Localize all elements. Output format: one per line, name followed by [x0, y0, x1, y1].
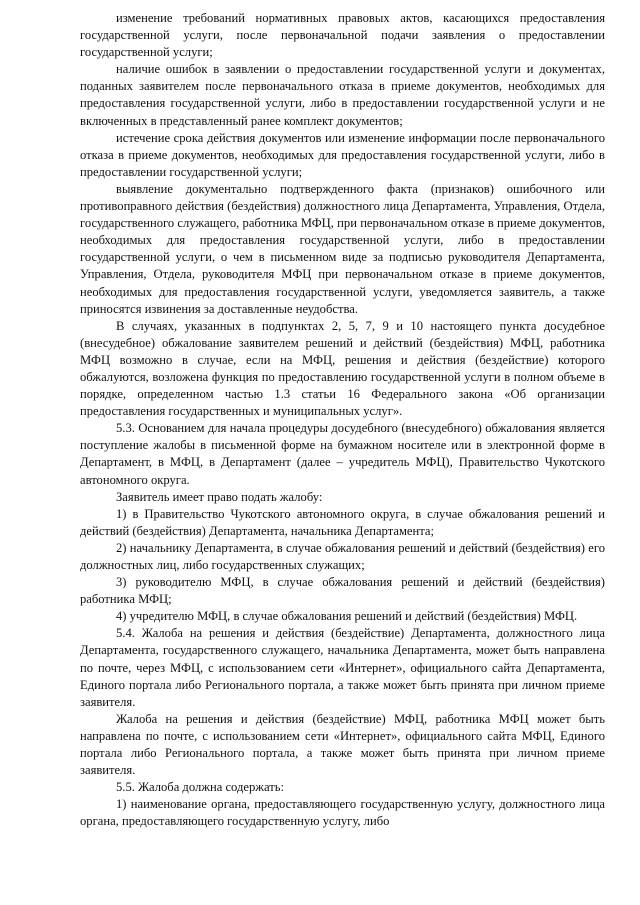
paragraph: 5.4. Жалоба на решения и действия (бездействие) Департамента, должностного лица Департамента, государственного служащего, начальника Департамента, может быть направлена по почте, через МФЦ, с использованием сети «Интернет», официального сайта Департамента, Единого портала либо Регионального портала, а также может быть принята при личном приеме заявителя. — [80, 626, 605, 709]
paragraph: В случаях, указанных в подпунктах 2, 5, 7, 9 и 10 настоящего пункта досудебное (внесудебное) обжалование заявителем решений и действий (бездействия) МФЦ, работника МФЦ возможно в случае, если на МФЦ, решения и действия (бездействие) которого обжалуются, возложена функция по предоставлению государственной услуги в полном объеме в порядке, определенном частью 1.3 статьи 16 Федерального закона «Об организации предоставления государственных и муниципальных услуг». — [80, 318, 605, 419]
paragraph: истечение срока действия документов или изменение информации после первоначального отказа в приеме документов, необходимых для предоставления государственной услуги, либо в предоставлении государственной услуги; — [80, 130, 605, 179]
document-body — [80, 10, 605, 831]
paragraph: 1) наименование органа, предоставляющего государственную услугу, должностного лица органа, предоставляющего государственную услугу, либо — [80, 797, 605, 829]
paragraph: изменение требований нормативных правовых актов, касающихся предоставления государственной услуги, после первоначальной подачи заявления о предоставлении государственной услуги; — [80, 11, 605, 60]
paragraph: 4) учредителю МФЦ, в случае обжалования решений и действий (бездействия) МФЦ. — [116, 609, 578, 624]
paragraph: 3) руководителю МФЦ, в случае обжалования решений и действий (бездействия) работника МФЦ; — [80, 575, 605, 607]
paragraph: 5.3. Основанием для начала процедуры досудебного (внесудебного) обжалования является поступление жалобы в письменной форме на бумажном носителе или в электронной форме в Департамент, в МФЦ, в Департамент (далее – учредитель МФЦ), Правительство Чукотского автономного округа. — [80, 421, 605, 487]
paragraph: 1) в Правительство Чукотского автономного округа, в случае обжалования решений и действий (бездействия) Департамента, начальника Департамента; — [80, 506, 605, 538]
paragraph: выявление документально подтвержденного факта (признаков) ошибочного или противоправного действия (бездействия) должностного лица Департамента, Управления, Отдела, государственного служащего, работника МФЦ, при первоначальном отказе в приеме документов, необходимых для предоставления государственной услуги, либо в предоставлении государственной услуги, о чем в письменном виде за подписью руководителя Департамента, Управления, Отдела, руководителя МФЦ при первоначальном отказе в приеме документов, необходимых для предоставления государственной услуги, уведомляется заявитель, а также приносятся извинения за доставленные неудобства. — [80, 181, 605, 316]
paragraph: Заявитель имеет право подать жалобу: — [116, 489, 323, 504]
paragraph: 2) начальнику Департамента, в случае обжалования решений и действий (бездействия) его должностных лиц, либо государственных служащих; — [80, 540, 605, 572]
paragraph: наличие ошибок в заявлении о предоставлении государственной услуги и документах, поданных заявителем после первоначального отказа в приеме документов, необходимых для предоставления государственной услуги, либо в предоставлении государственной услуги и не включенных в представленный ранее комплект документов; — [80, 62, 605, 128]
paragraph: 5.5. Жалоба должна содержать: — [116, 780, 284, 795]
paragraph: Жалоба на решения и действия (бездействие) МФЦ, работника МФЦ может быть направлена по почте, с использованием сети «Интернет», официального сайта МФЦ, Единого портала либо Регионального портала, а также может быть принята при личном приеме заявителя. — [80, 711, 605, 778]
